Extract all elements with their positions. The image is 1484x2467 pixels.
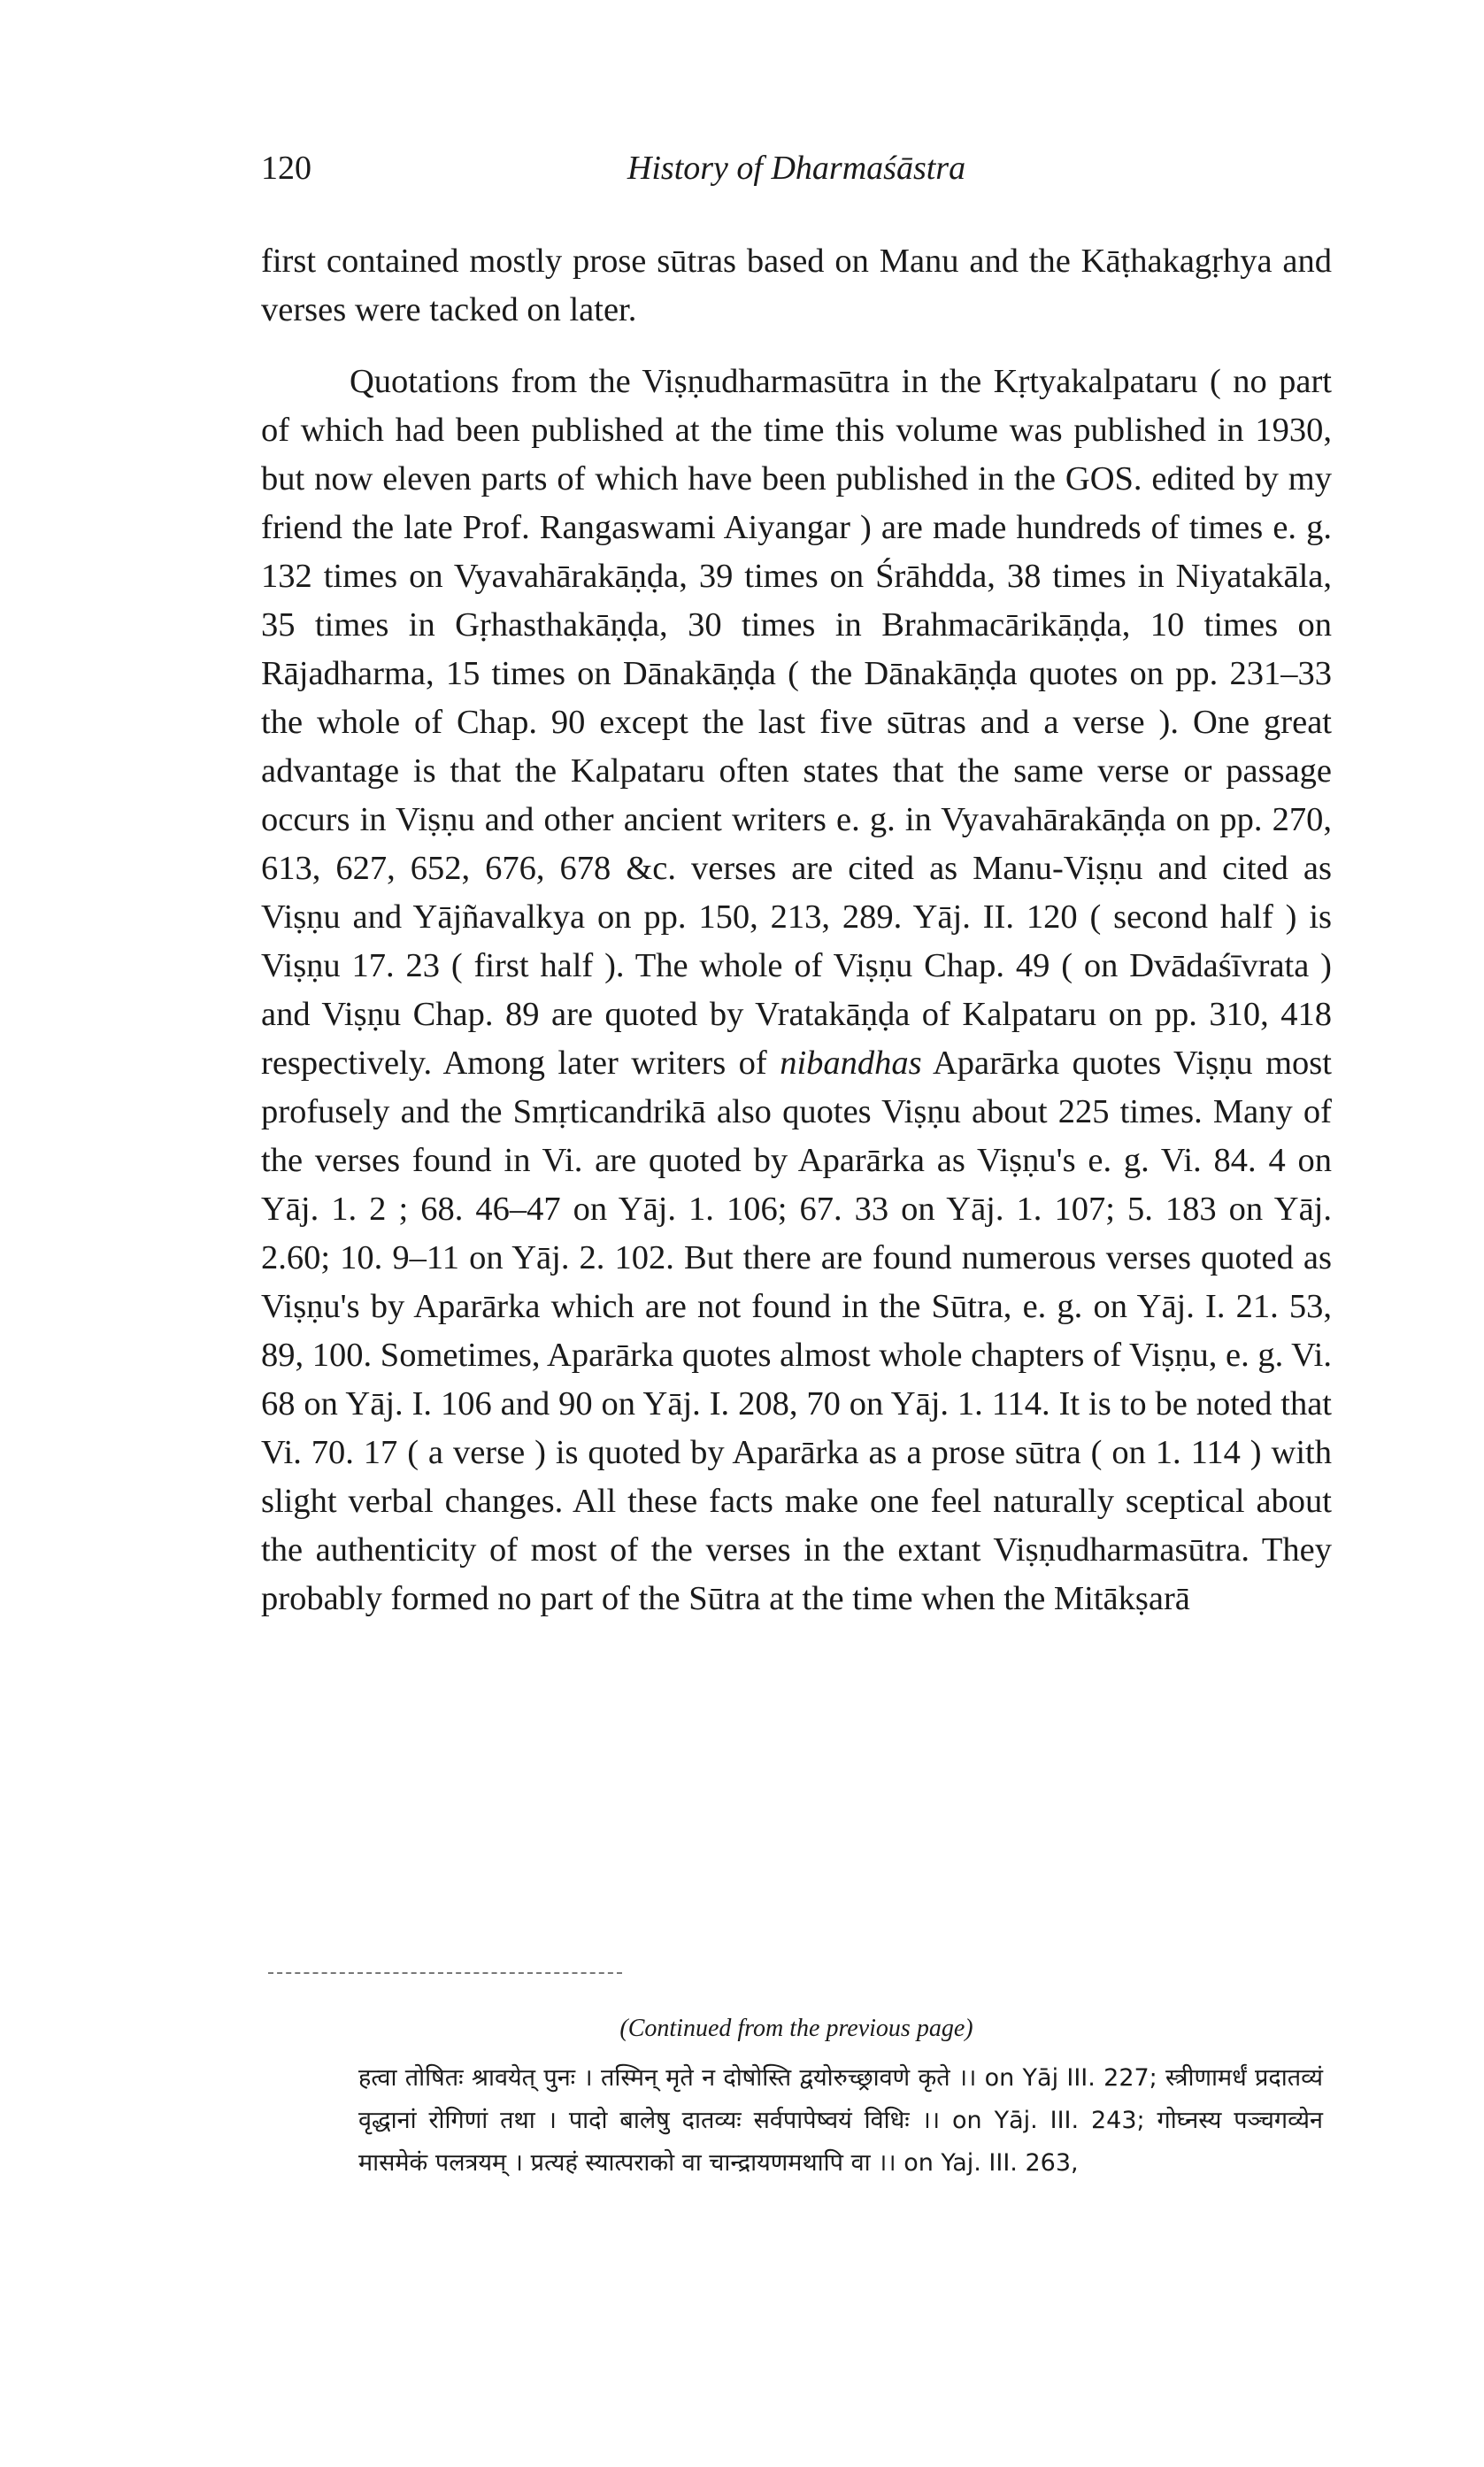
body-text (261, 237, 1332, 1623)
paragraph-quotations-part-2: Aparārka quotes Viṣṇu most profusely and the Smṛticandrikā also quotes Viṣṇu about 225 times. Many of the verses found in Vi. are quoted by Aparārka as Viṣṇu's e. g. Vi. 84. 4 on Yāj. 1. 2 ; 68. 46–47 on Yāj. 1. 106; 67. 33 on Yāj. 1. 107; 5. 183 on Yāj. 2.60; 10. 9–11 on Yāj. 2. 102. But there are found numerous verses quoted as Viṣṇu's by Aparārka which are not found in the Sūtra, e. g. on Yāj. I. 21. 53, 89, 100. Sometimes, Aparārka quotes almost whole chapters of Viṣṇu, e. g. Vi. 68 on Yāj. I. 106 and 90 on Yāj. I. 208, 70 on Yāj. 1. 114. It is to be noted that Vi. 70. 17 ( a verse ) is quoted by Aparārka as a prose sūtra ( on 1. 114 ) with slight verbal changes. All these facts make one feel naturally sceptical about the authenticity of most of the verses in the extant Viṣṇudharmasūtra. They probably formed no part of the Sūtra at the time when the Mitākṣarā (261, 1045, 1332, 1617)
paragraph-continuation: first contained mostly prose sūtras based on Manu and the Kāṭhakagṛhya and verses were tacked on later. (261, 243, 1332, 328)
footnote (261, 2008, 1332, 2185)
paragraph-quotations-part-1: Quotations from the Viṣṇudharmasūtra in the Kṛtyakalpataru ( no part of which had been published at the time this volume was published in 1930, but now eleven parts of which have been published in the GOS. edited by my friend the late Prof. Rangaswami Aiyangar ) are made hundreds of times e. g. 132 times on Vyavahārakāṇḍa, 39 times on Śrāhdda, 38 times in Niyatakāla, 35 times in Gṛhasthakāṇḍa, 30 times in Brahmacārikāṇḍa, 10 times on Rājadharma, 15 times on Dānakāṇḍa ( the Dānakāṇḍa quotes on pp. 231–33 the whole of Chap. 90 except the last five sūtras and a verse ). One great advantage is that the Kalpataru often states that the same verse or passage occurs in Viṣṇu and other ancient writers e. g. in Vyavahārakāṇḍa on pp. 270, 613, 627, 652, 676, 678 &c. verses are cited as Manu-Viṣṇu and cited as Viṣṇu and Yājñavalkya on pp. 150, 213, 289. Yāj. II. 120 ( second half ) is Viṣṇu 17. 23 ( first half ). The whole of Viṣṇu Chap. 49 ( on Dvādaśīvrata ) and Viṣṇu Chap. 89 are quoted by Vratakāṇḍa of Kalpataru on pp. 310, 418 respectively. Among later writers of (261, 363, 1332, 1082)
footnote-continued-label: (Continued from the previous page) (619, 2015, 973, 2042)
page-header (261, 149, 1332, 202)
nibandhas-italic: nibandhas (780, 1045, 922, 1082)
paragraph-quotations (261, 358, 1332, 1623)
footnote-sanskrit-text: हत्वा तोषितः श्रावयेत् पुनः । तस्मिन् मृते न दोषोस्ति द्वयोरुच्छ्रावणे कृते ।। on Yāj III. 227; स्त्रीणामर्धं प्रदातव्यं वृद्धानां रोगिणां तथा । पादो बालेषु दातव्यः सर्वपापेष्वयं विधिः ।। on Yāj. III. 243; गोघ्नस्य पञ्चगव्येन मासमेकं पलत्रयम् । प्रत्यहं स्यात्पराको वा चान्द्रायणमथापि वा ।। on Yaj. III. 263, (358, 2064, 1323, 2177)
footnote-divider (268, 1972, 622, 1974)
page-number: 120 (261, 150, 311, 187)
running-title: History of Dharmaśāstra (627, 150, 966, 187)
